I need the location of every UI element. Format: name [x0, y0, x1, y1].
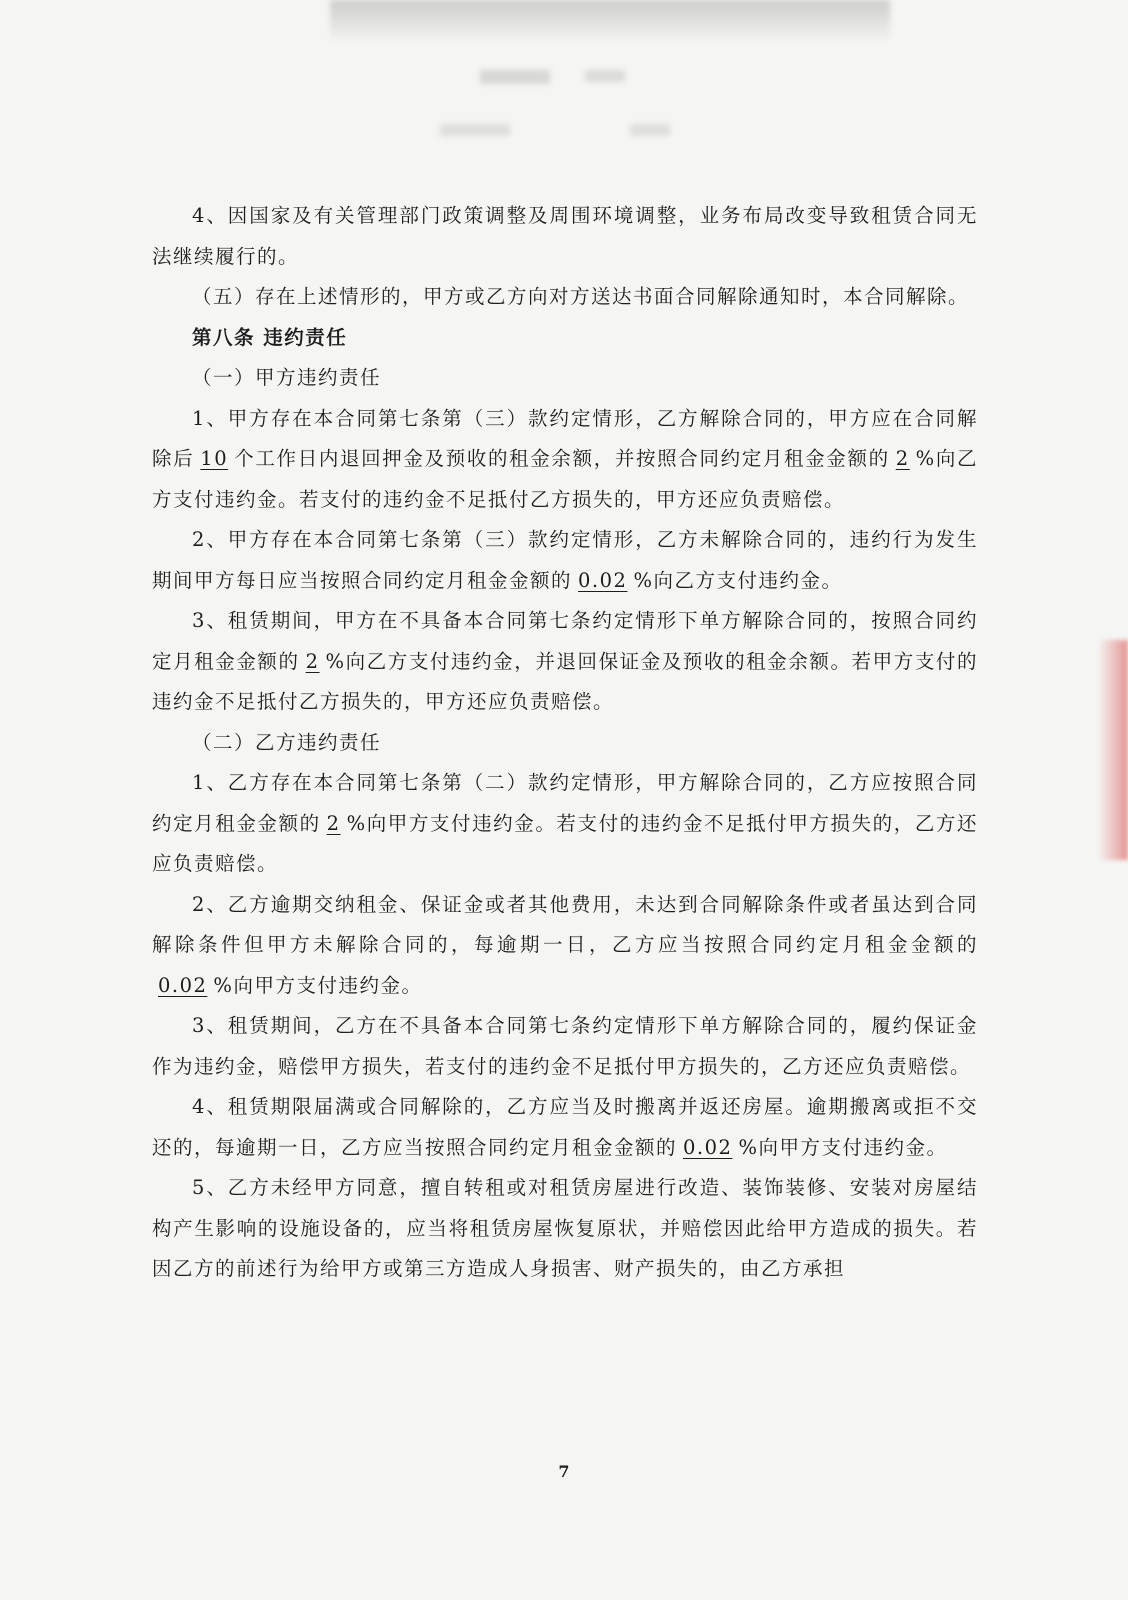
filled-blank-rate: 2 — [305, 649, 320, 673]
scan-artifact-top — [330, 0, 890, 40]
scan-smudge — [440, 124, 510, 136]
contract-body — [152, 196, 978, 1290]
scan-smudge — [585, 70, 625, 82]
party-b-clause-3: 3、租赁期间，乙方在不具备本合同第七条约定情形下单方解除合同的，履约保证金作为违约金，赔偿甲方损失，若支付的违约金不足抵付甲方损失的，乙方还应负责赔偿。 — [152, 1014, 978, 1078]
filled-blank-rate: 2 — [895, 447, 910, 470]
clause-text: 1、乙方存在本合同第七条第（二）款约定情形，甲方解除合同的，乙方应按照合同约定月租金金额的 — [152, 771, 978, 835]
clause-text: %向甲方支付违约金。若支付的违约金不足抵付甲方损失的，乙方还应负责赔偿。 — [152, 811, 978, 875]
clause-text: %向乙方支付违约金。若支付的违约金不足抵付乙方损失的，甲方还应负责赔偿。 — [152, 447, 978, 511]
party-a-clause-3 — [152, 601, 978, 723]
clause-text: 2、乙方逾期交纳租金、保证金或者其他费用，未达到合同解除条件或者虽达到合同解除条件但甲方未解除合同的，每逾期一日，乙方应当按照合同约定月租金金额的 — [152, 892, 978, 956]
clause-text: %向乙方支付违约金，并退回保证金及预收的租金余额。若甲方支付的违约金不足抵付乙方损失的，甲方还应负责赔偿。 — [152, 649, 978, 713]
filled-blank-rate: 2 — [326, 811, 341, 835]
clause-text: 3、租赁期间，甲方在不具备本合同第七条约定情形下单方解除合同的，按照合同约定月租金金额的 — [152, 609, 978, 673]
clause-text: 1、甲方存在本合同第七条第（三）款约定情形，乙方解除合同的，甲方应在合同解除后 — [152, 406, 978, 470]
red-seal-edge — [1098, 640, 1128, 860]
paragraph-termination-item-4: 4、因国家及有关管理部门政策调整及周围环境调整，业务布局改变导致租赁合同无法继续履行的。 — [152, 204, 978, 268]
party-b-clause-5: 5、乙方未经甲方同意，擅自转租或对租赁房屋进行改造、装饰装修、安装对房屋结构产生影响的设施设备的，应当将租赁房屋恢复原状，并赔偿因此给甲方造成的损失。若因乙方的前述行为给甲方或第三方造成人身损害、财产损失的，由乙方承担 — [152, 1176, 978, 1280]
clause-text: %向乙方支付违约金。 — [633, 568, 843, 592]
party-b-clause-1 — [152, 763, 978, 885]
article-8-heading: 第八条 违约责任 — [192, 325, 348, 349]
clause-text: 个工作日内退回押金及预收的租金余额，并按照合同约定月租金金额的 — [234, 447, 890, 470]
filled-blank-rate: 0.02 — [683, 1135, 733, 1159]
clause-text: 2、甲方存在本合同第七条第（三）款约定情形，乙方未解除合同的，违约行为发生期间甲方每日应当按照合同约定月租金金额的 — [152, 528, 978, 592]
party-b-clause-4 — [152, 1087, 978, 1168]
paragraph-termination-notice: （五）存在上述情形的，甲方或乙方向对方送达书面合同解除通知时，本合同解除。 — [192, 285, 970, 308]
section-party-a-heading: （一）甲方违约责任 — [192, 366, 382, 389]
section-party-b-heading: （二）乙方违约责任 — [192, 730, 382, 754]
party-a-clause-1 — [152, 399, 978, 521]
clause-text: 4、租赁期限届满或合同解除的，乙方应当及时搬离并返还房屋。逾期搬离或拒不交还的，每逾期一日，乙方应当按照合同约定月租金金额的 — [152, 1095, 978, 1159]
filled-blank-days: 10 — [200, 447, 229, 470]
party-a-clause-2 — [152, 520, 978, 601]
clause-text: %向甲方支付违约金。 — [738, 1135, 948, 1159]
page-number: 7 — [558, 1462, 570, 1481]
filled-blank-rate: 0.02 — [578, 568, 628, 592]
clause-text: %向甲方支付违约金。 — [213, 973, 423, 997]
scan-smudge — [480, 70, 550, 84]
filled-blank-rate: 0.02 — [158, 973, 208, 997]
party-b-clause-2 — [152, 885, 978, 1007]
scan-smudge — [630, 124, 670, 136]
